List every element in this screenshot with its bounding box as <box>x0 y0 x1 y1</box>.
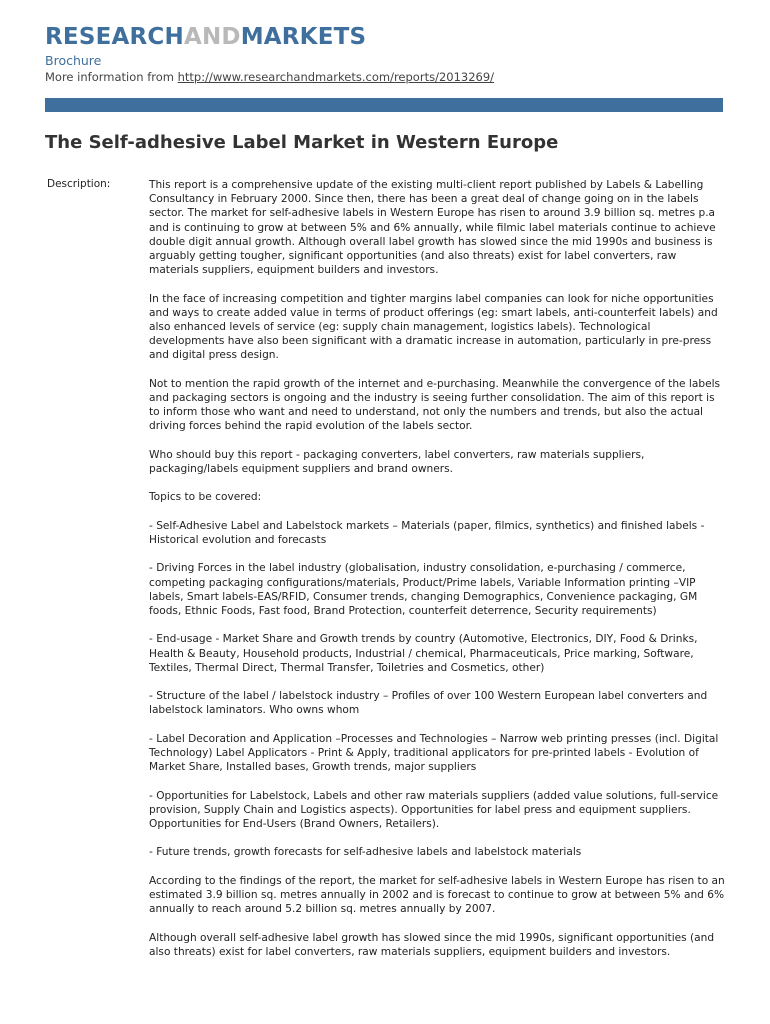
description-paragraph: In the face of increasing competition and tighter margins label companies can look for niche opportunities and ways to create added value in terms of product offerings (eg: smart labels, anti-counterfeit labels) and also enhanced levels of service (eg: supply chain management, logistics labels). Technological developments have also been significant with a dramatic increase in automation, particularly in pre-press and digital press design. <box>149 292 718 362</box>
logo-research: RESEARCH <box>45 24 184 50</box>
description-paragraph: This report is a comprehensive update of the existing multi-client report published by Labels & Labelling Consultancy in February 2000. Since then, there has been a great deal of change going on in the labels sector. The market for self-adhesive labels in Western Europe has risen to around 3.9 billion sq. metres p.a and is continuing to grow at between 5% and 6% annually, while filmic label materials continue to achieve double digit annual growth. Although overall label growth has slowed since the mid 1990s and business is arguably getting tougher, significant opportunities (and also threats) exist for label converters, raw materials suppliers, equipment builders and investors. <box>149 179 716 277</box>
logo-and: AND <box>183 24 241 50</box>
report-title: The Self-adhesive Label Market in Western Europe <box>45 132 559 153</box>
topic-item: - Driving Forces in the label industry (globalisation, industry consolidation, e-purchasing / commerce, competing packaging configurations/materials, Product/Prime labels, Variable Information printing –VIP labels, Smart labels-EAS/RFID, Consumer trends, changing Demographics, Convenience packaging, GM foods, Ethnic Foods, Fast food, Brand Protection, counterfeit deterrence, Security requirements) <box>149 562 698 617</box>
closing-paragraph: Although overall self-adhesive label growth has slowed since the mid 1990s, significant opportunities (and also threats) exist for label converters, raw materials suppliers, equipment builders and investors. <box>149 931 715 958</box>
findings-paragraph: According to the findings of the report, the market for self-adhesive labels in Western Europe has risen to an estimated 3.9 billion sq. metres annually in 2002 and is forecast to continue to grow at between 5% and 6% annually to reach around 5.2 billion sq. metres annually by 2007. <box>149 874 725 916</box>
brand-logo <box>45 24 366 50</box>
topic-item: - Self-Adhesive Label and Labelstock markets – Materials (paper, filmics, synthetics) and finished labels - Historical evolution and forecasts <box>149 519 705 546</box>
more-info-prefix: More information from <box>45 70 174 84</box>
description-label: Description: <box>47 178 111 190</box>
topic-item: - Label Decoration and Application –Processes and Technologies – Narrow web printing presses (incl. Digital Technology) Label Applicators - Print & Apply, traditional applicators for pre-printed labels - Evolution of Market Share, Installed bases, Growth trends, major suppliers <box>149 732 719 774</box>
more-info-line <box>45 70 494 84</box>
description-body <box>149 178 725 973</box>
topic-item: - Future trends, growth forecasts for self-adhesive labels and labelstock materials <box>149 846 582 859</box>
description-paragraph: Not to mention the rapid growth of the internet and e-purchasing. Meanwhile the convergence of the labels and packaging sectors is ongoing and the industry is seeing further consolidation. The aim of this report is to inform those who want and need to understand, not only the numbers and trends, but also the actual driving forces behind the rapid evolution of the labels sector. <box>149 377 721 433</box>
description-paragraph: Who should buy this report - packaging converters, label converters, raw materials suppliers, packaging/labels equipment suppliers and brand owners. <box>149 448 645 476</box>
topic-item: - End-usage - Market Share and Growth trends by country (Automotive, Electronics, DIY, Food & Drinks, Health & Beauty, Household products, Industrial / chemical, Pharmaceuticals, Price marking, Software, Textiles, Thermal Direct, Thermal Transfer, Toiletries and Cosmetics, other) <box>149 633 698 674</box>
topics-heading: Topics to be covered: <box>149 491 262 504</box>
brochure-label: Brochure <box>45 53 102 68</box>
topic-item: - Structure of the label / labelstock industry – Profiles of over 100 Western European label converters and labelstock laminators. Who owns whom <box>149 690 708 717</box>
topic-item: - Opportunities for Labelstock, Labels and other raw materials suppliers (added value solutions, full-service provision, Supply Chain and Logistics aspects). Opportunities for label press and equipment suppliers. Opportunities for End-Users (Brand Owners, Retailers). <box>149 789 719 830</box>
logo-markets: MARKETS <box>240 24 367 50</box>
header-divider-bar <box>45 98 723 112</box>
report-url-link[interactable]: http://www.researchandmarkets.com/reports/2013269/ <box>177 70 495 84</box>
